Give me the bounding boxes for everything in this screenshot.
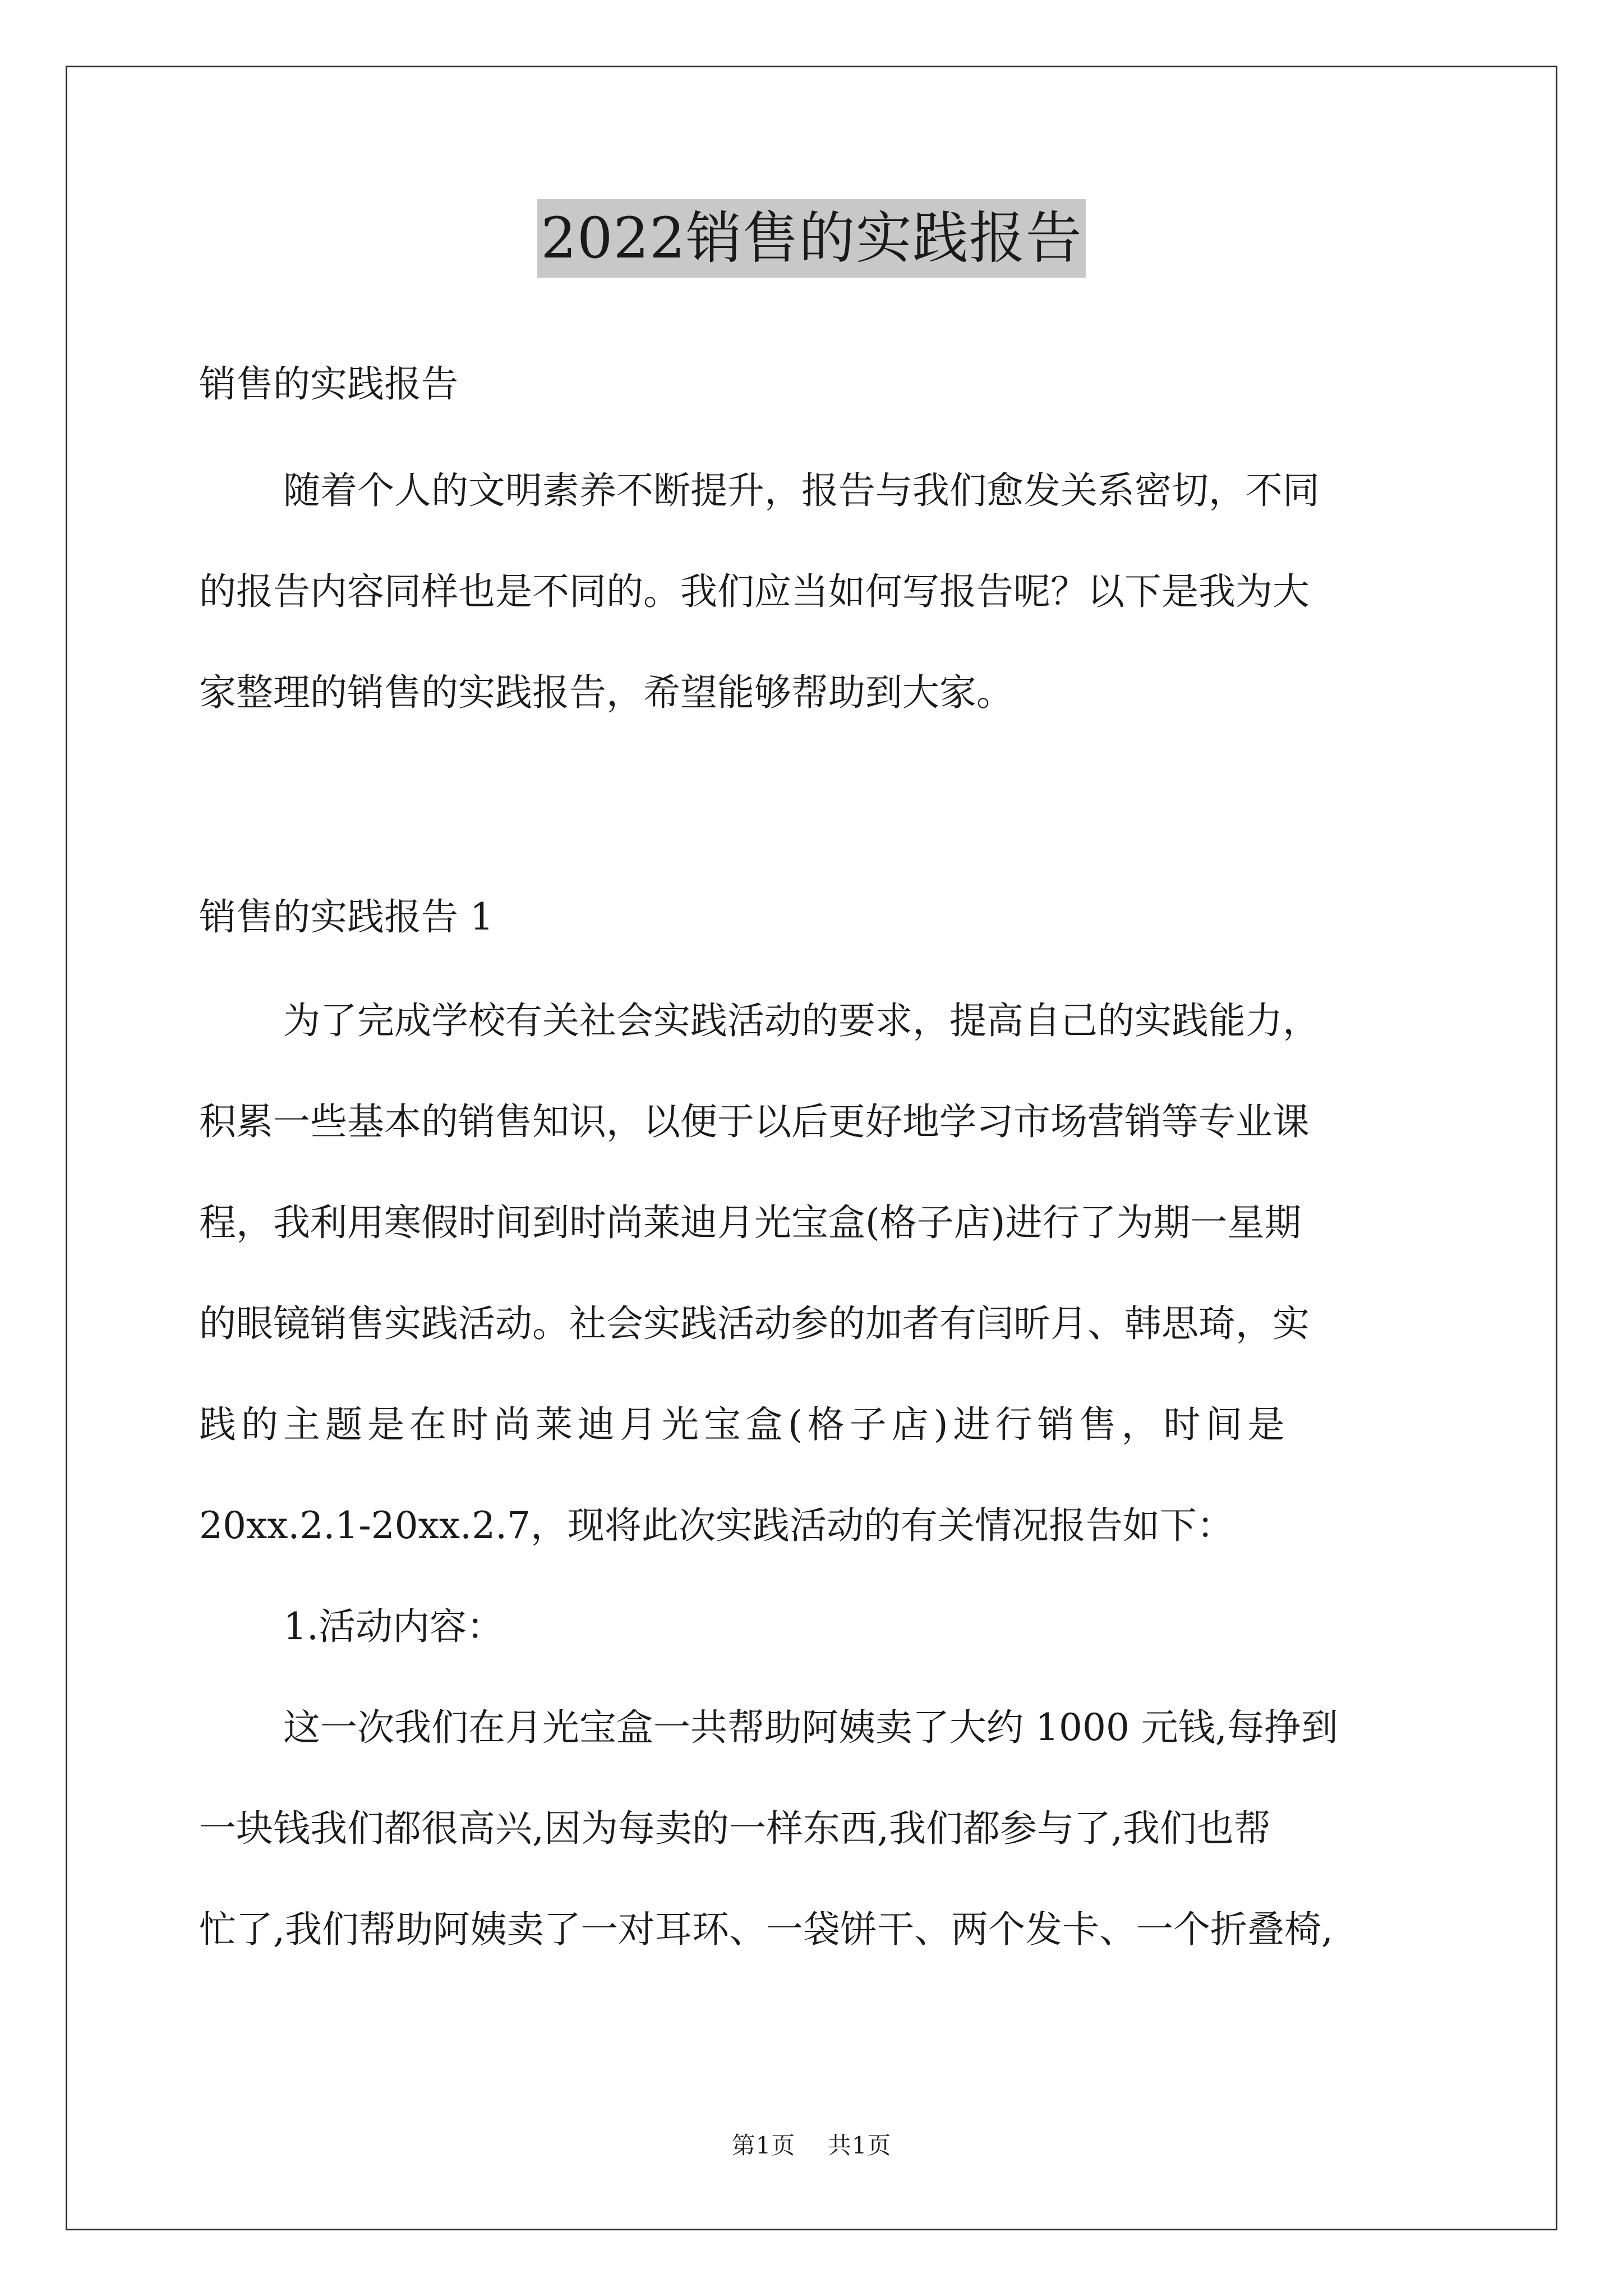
title-container xyxy=(0,199,1623,278)
section-1-line-1: 为了完成学校有关社会实践活动的要求，提高自己的实践能力， xyxy=(283,999,1320,1042)
section-1-heading: 销售的实践报告 1 xyxy=(199,895,494,938)
item-1-line-3: 忙了,我们帮助阿姨卖了一对耳环、一袋饼干、两个发卡、一个折叠椅, xyxy=(199,1908,1333,1951)
document-title: 2022销售的实践报告 xyxy=(537,199,1086,278)
item-1-heading: 1.活动内容： xyxy=(283,1605,504,1648)
section-1-line-3: 程，我利用寒假时间到时尚莱迪月光宝盒(格子店)进行了为期一星期 xyxy=(199,1201,1302,1244)
section-1-line-6: 20xx.2.1-20xx.2.7，现将此次实践活动的有关情况报告如下： xyxy=(199,1504,1234,1547)
section-1-line-4: 的眼镜销售实践活动。社会实践活动参的加者有闫昕月、韩思琦，实 xyxy=(199,1302,1310,1345)
section-1-line-2: 积累一些基本的销售知识，以便于以后更好地学习市场营销等专业课 xyxy=(199,1100,1310,1143)
page-total: 共1页 xyxy=(827,2132,892,2159)
intro-line-2: 的报告内容同样也是不同的。我们应当如何写报告呢？以下是我为大 xyxy=(199,570,1310,613)
item-1-line-1: 这一次我们在月光宝盒一共帮助阿姨卖了大约 1000 元钱,每挣到 xyxy=(283,1706,1338,1749)
page-number: 第1页 xyxy=(731,2132,796,2159)
intro-line-1: 随着个人的文明素养不断提升，报告与我们愈发关系密切，不同 xyxy=(283,469,1320,512)
section-1-line-5: 践的主题是在时尚莱迪月光宝盒(格子店)进行销售，时间是 xyxy=(199,1403,1290,1446)
intro-line-3: 家整理的销售的实践报告，希望能够帮助到大家。 xyxy=(199,671,1013,714)
subtitle: 销售的实践报告 xyxy=(199,362,458,406)
page-footer xyxy=(0,2129,1623,2162)
item-1-line-2: 一块钱我们都很高兴,因为每卖的一样东西,我们都参与了,我们也帮 xyxy=(199,1807,1271,1850)
